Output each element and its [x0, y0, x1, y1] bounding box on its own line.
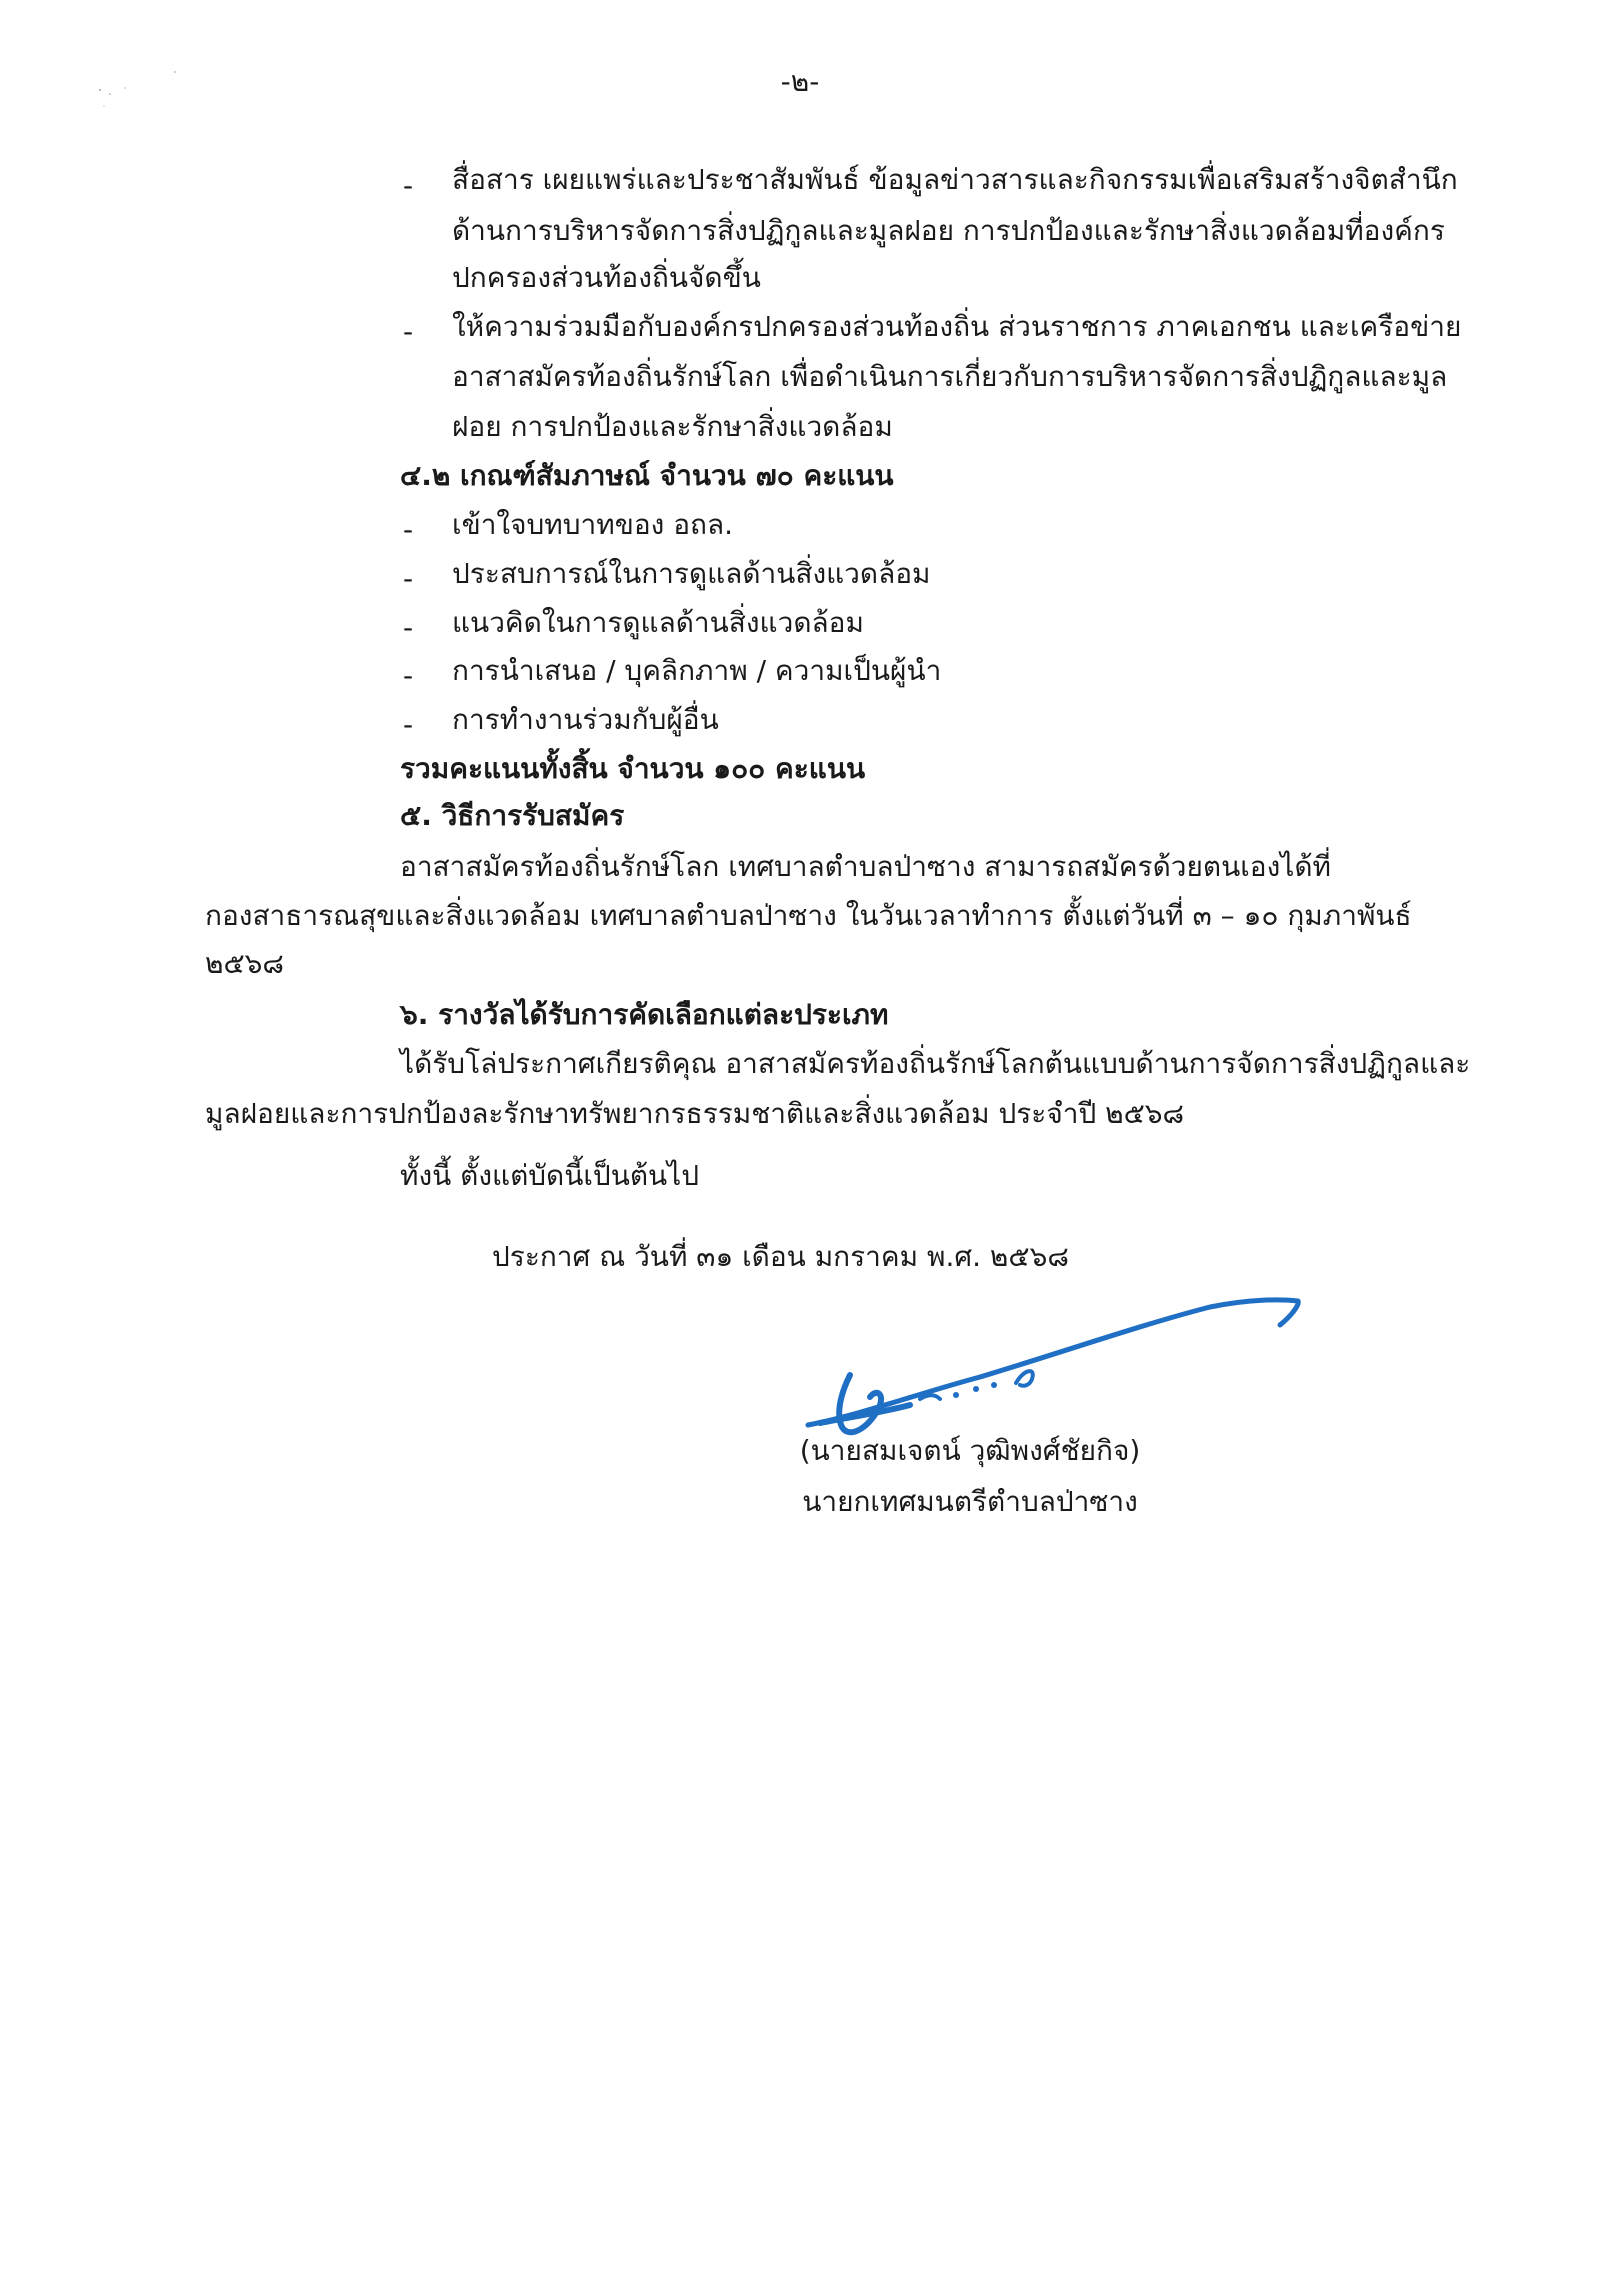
item-dash: - — [403, 659, 414, 692]
bullet-dash: - — [403, 315, 414, 348]
interview-item: เข้าใจบทบาทของ อถล. — [452, 508, 734, 541]
signature — [780, 1265, 1320, 1455]
heading-5: ๕. วิธีการรับสมัคร — [400, 799, 625, 832]
heading-6: ๖. รางวัลได้รับการคัดเลือกแต่ละประเภท — [400, 998, 889, 1031]
bullet-1-line-2: ด้านการบริหารจัดการสิ่งปฏิกูลและมูลฝอย การปกป้องและรักษาสิ่งแวดล้อมที่องค์กร — [452, 214, 1445, 247]
bullet-2-line-1: ให้ความร่วมมือกับองค์กรปกครองส่วนท้องถิ่น ส่วนราชการ ภาคเอกชน และเครือข่าย — [452, 310, 1462, 343]
interview-item: การนำเสนอ / บุคลิกภาพ / ความเป็นผู้นำ — [452, 654, 942, 687]
item-dash: - — [403, 708, 414, 741]
signer-title: นายกเทศมนตรีตำบลป่าซาง — [802, 1485, 1138, 1518]
scan-speck — [80, 60, 200, 120]
section-5-line-1: อาสาสมัครท้องถิ่นรักษ์โลก เทศบาลตำบลป่าซาง สามารถสมัครด้วยตนเองได้ที่ — [400, 850, 1332, 883]
item-dash: - — [403, 611, 414, 644]
effective-statement: ทั้งนี้ ตั้งแต่บัดนี้เป็นต้นไป — [400, 1159, 700, 1192]
page-number: -๒- — [780, 65, 820, 98]
interview-item: ประสบการณ์ในการดูแลด้านสิ่งแวดล้อม — [452, 557, 931, 590]
interview-item: การทำงานร่วมกับผู้อื่น — [452, 703, 719, 736]
bullet-1-line-3: ปกครองส่วนท้องถิ่นจัดขึ้น — [452, 261, 761, 294]
bullet-dash: - — [403, 169, 414, 202]
section-5-line-3: ๒๕๖๘ — [205, 947, 285, 980]
total-score: รวมคะแนนทั้งสิ้น จำนวน ๑๐๐ คะแนน — [400, 752, 866, 785]
section-6-line-1: ได้รับโล่ประกาศเกียรติคุณ อาสาสมัครท้องถิ่นรักษ์โลกต้นแบบด้านการจัดการสิ่งปฏิกูลและ — [400, 1047, 1471, 1080]
bullet-2-line-2: อาสาสมัครท้องถิ่นรักษ์โลก เพื่อดำเนินการเกี่ยวกับการบริหารจัดการสิ่งปฏิกูลและมูล — [452, 360, 1448, 393]
bullet-2-line-3: ฝอย การปกป้องและรักษาสิ่งแวดล้อม — [452, 410, 893, 443]
announce-date: ประกาศ ณ วันที่ ๓๑ เดือน มกราคม พ.ศ. ๒๕๖๘ — [492, 1240, 1069, 1273]
signer-name: (นายสมเจตน์ วุฒิพงศ์ชัยกิจ) — [799, 1434, 1141, 1467]
item-dash: - — [403, 562, 414, 595]
interview-item: แนวคิดในการดูแลด้านสิ่งแวดล้อม — [452, 606, 864, 639]
item-dash: - — [403, 513, 414, 546]
bullet-1-line-1: สื่อสาร เผยแพร่และประชาสัมพันธ์ ข้อมูลข่าวสารและกิจกรรมเพื่อเสริมสร้างจิตสำนึก — [452, 163, 1458, 196]
section-6-line-2: มูลฝอยและการปกป้องละรักษาทรัพยากรธรรมชาติและสิ่งแวดล้อม ประจำปี ๒๕๖๘ — [205, 1097, 1185, 1130]
section-5-line-2: กองสาธารณสุขและสิ่งแวดล้อม เทศบาลตำบลป่าซาง ในวันเวลาทำการ ตั้งแต่วันที่ ๓ – ๑๐ กุมภาพันธ์ — [205, 899, 1412, 932]
heading-4-2: ๔.๒ เกณฑ์สัมภาษณ์ จำนวน ๗๐ คะแนน — [400, 459, 894, 492]
